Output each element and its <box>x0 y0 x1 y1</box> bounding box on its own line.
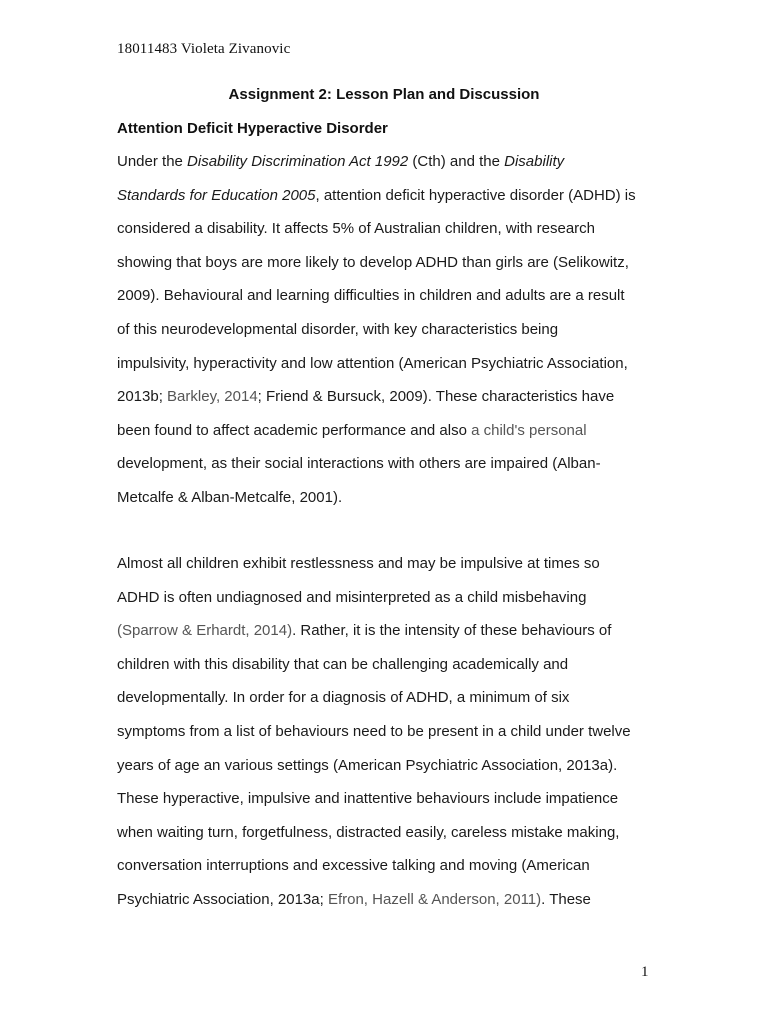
paragraph-line <box>117 179 677 213</box>
paragraph-line: when waiting turn, forgetfulness, distracted easily, careless mistake making, <box>117 823 620 841</box>
paragraph-line: symptoms from a list of behaviours need to be present in a child under twelve <box>117 722 631 740</box>
text-run: . Rather, it is the intensity of these behaviours of <box>292 622 612 640</box>
text-run: , attention deficit hyperactive disorder (ADHD) is <box>315 186 636 204</box>
paragraph-line <box>117 380 677 414</box>
text-run: Psychiatric Association, 2013a; <box>117 890 328 908</box>
paragraph-line: children with this disability that can be challenging academically and <box>117 655 569 673</box>
paragraph-line: years of age an various settings (American Psychiatric Association, 2013a). <box>117 756 618 774</box>
author-header: 18011483 Violeta Zivanovic <box>117 41 291 57</box>
text-run: . These <box>541 890 591 908</box>
text-run: (Cth) and the <box>408 153 505 170</box>
italic-title: Standards for Education 2005 <box>117 186 316 204</box>
paragraph-line: developmentally. In order for a diagnosis of ADHD, a minimum of six <box>117 689 570 707</box>
paragraph-line: Metcalfe & Alban-Metcalfe, 2001). <box>117 488 343 506</box>
paragraph-2 <box>117 547 677 917</box>
text-run: been found to affect academic performance and also <box>117 421 472 439</box>
paragraph-line: These hyperactive, impulsive and inattentive behaviours include impatience <box>117 790 619 808</box>
paragraph-line: impulsivity, hyperactivity and low attention (American Psychiatric Association, <box>117 354 628 372</box>
text-run: ; Friend & Bursuck, 2009). These characteristics have <box>257 388 615 406</box>
paragraph-line: Almost all children exhibit restlessness and may be impulsive at times so <box>117 555 600 572</box>
highlighted-phrase: a child's personal <box>471 421 587 439</box>
text-run: Under the <box>117 153 188 170</box>
citation: (Sparrow & Erhardt, 2014) <box>117 622 293 640</box>
paragraph-line: ADHD is often undiagnosed and misinterpreted as a child misbehaving <box>117 588 587 606</box>
paragraph-line <box>117 414 677 448</box>
citation: Barkley, 2014 <box>167 388 258 406</box>
paragraph-line: conversation interruptions and excessive talking and moving (American <box>117 857 590 875</box>
paragraph-line: of this neurodevelopmental disorder, with key characteristics being <box>117 320 559 338</box>
paragraph-line <box>117 614 677 648</box>
section-heading: Attention Deficit Hyperactive Disorder <box>117 120 388 137</box>
page-number: 1 <box>641 964 649 980</box>
paragraph-line: considered a disability. It affects 5% of Australian children, with research <box>117 220 596 238</box>
paragraph-line: 2009). Behavioural and learning difficulties in children and adults are a result <box>117 287 625 305</box>
paragraph-line <box>117 883 677 917</box>
text-run: 2013b; <box>117 388 168 406</box>
italic-title: Disability Discrimination Act 1992 <box>187 153 409 170</box>
paragraph-1 <box>117 145 677 515</box>
document-title: Assignment 2: Lesson Plan and Discussion <box>228 86 540 103</box>
paragraph-line: showing that boys are more likely to develop ADHD than girls are (Selikowitz, <box>117 253 629 271</box>
citation: Efron, Hazell & Anderson, 2011) <box>327 890 542 908</box>
paragraph-line: development, as their social interactions with others are impaired (Alban- <box>117 455 601 473</box>
italic-title: Disability <box>504 153 565 170</box>
paragraph-line <box>117 145 677 179</box>
